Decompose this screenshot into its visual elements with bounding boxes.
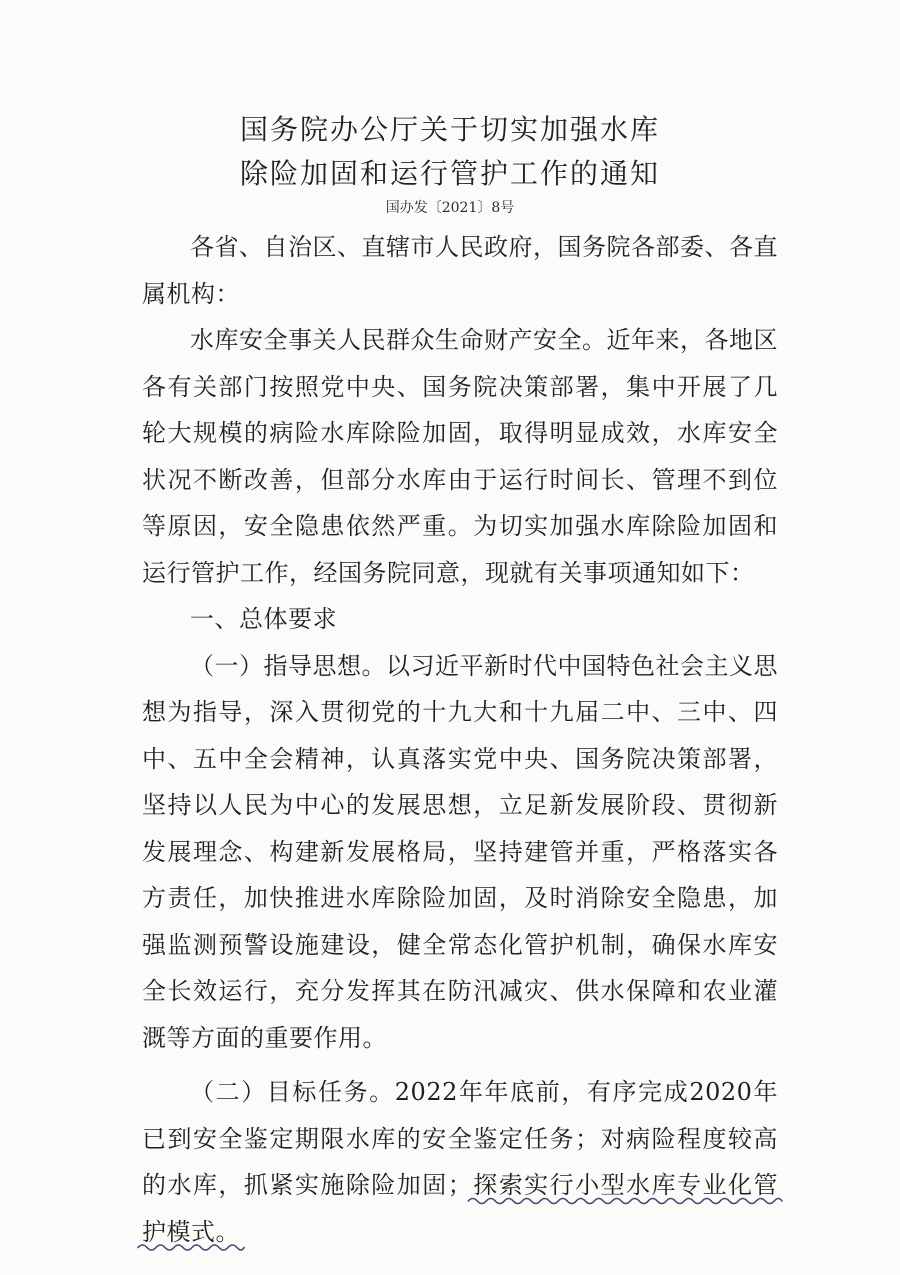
guiding-thought-paragraph: （一）指导思想。以习近平新时代中国特色社会主义思想为指导，深入贯彻党的十九大和十九届二中、三中、四中、五中全会精神，认真落实党中央、国务院决策部署，坚持以人民为中心的发展思想，立足新发展阶段、贯彻新发展理念、构建新发展格局，坚持建管并重，严格落实各方责任，加快推进水库除险加固，及时消除安全隐患，加强监测预警设施建设，健全常态化管护机制，确保水库安全长效运行，充分发挥其在防汛减灾、供水保障和农业灌溉等方面的重要作用。 [142,651,778,1052]
target-task-paragraph [142,1069,778,1255]
intro-paragraph: 水库安全事关人民群众生命财产安全。近年来，各地区各有关部门按照党中央、国务院决策部署，集中开展了几轮大规模的病险水库除险加固，取得明显成效，水库安全状况不断改善，但部分水库由于运行时间长、管理不到位等原因，安全隐患依然严重。为切实加强水库除险加固和运行管护工作，经国务院同意，现就有关事项通知如下： [142,326,778,587]
document-title-line-2: 除险加固和运行管护工作的通知 [239,157,660,190]
salutation: 各省、自治区、直辖市人民政府，国务院各部委、各直属机构： [142,233,778,308]
document-body [142,224,778,1255]
document-number: 国办发〔2021〕8号 [385,200,515,216]
section-heading: 一、总体要求 [190,605,337,633]
target-task-text: （二）目标任务。2022年年底前，有序完成2020年已到安全鉴定期限水库的安全鉴定任务；对病险程度较高的水库，抓紧实施除险加固； [142,1078,778,1199]
handwritten-underlined-text: 探索实行小型水库专业化管护模式。 [142,1171,778,1246]
document-title-line-1: 国务院办公厅关于切实加强水库 [239,113,660,146]
